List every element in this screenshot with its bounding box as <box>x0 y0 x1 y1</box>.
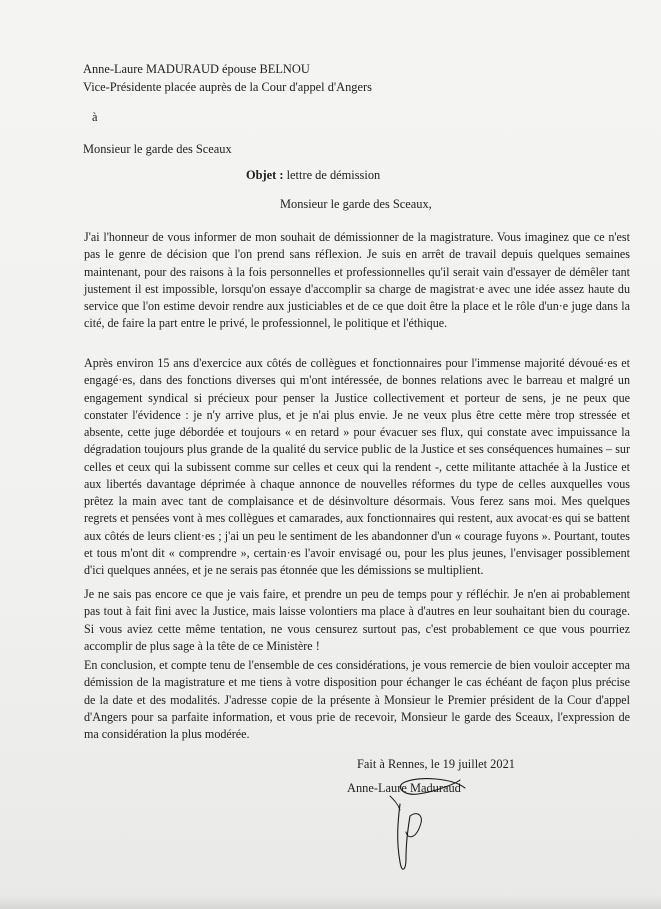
subject-text: lettre de démission <box>283 168 381 182</box>
sender-name: Anne-Laure MADURAUD épouse BELNOU <box>83 62 310 76</box>
paragraph-3: Je ne sais pas encore ce que je vais faire, et prendre un peu de temps pour y réfléchir. Je n'en ai probablement pas tout à fait fini avec la Justice, mais laisse volontiers ma place à d'autres en leur souhaitant bien du courage. Si vous aviez cette même tentation, ne vous censurez surtout pas, c'est probablement ce que vous pourriez accomplir de plus sage à la tête de ce Ministère ! <box>84 587 630 653</box>
paragraph-4: En conclusion, et compte tenu de l'ensemble de ces considérations, je vous remercie de bien vouloir accepter ma démission de la magistrature et me tiens à votre disposition pour échanger le cas échéant de façon plus précise de la date et des modalités. J'adresse copie de la présente à Monsieur le Premier président de la Cour d'appel d'Angers pour sa parfaite information, et vous prie de recevoir, Monsieur le garde des Sceaux, l'expression de ma considération la plus modérée. <box>84 658 630 741</box>
page-shadow <box>0 895 661 909</box>
salutation: Monsieur le garde des Sceaux, <box>280 197 432 211</box>
paragraph-1: J'ai l'honneur de vous informer de mon souhait de démissionner de la magistrature. Vous imaginez que ce n'est pas le genre de décision que l'on prend sans réflexion. Je suis en arrêt de travail depuis quelques semaines maintenant, pour des raisons à la fois personnelles et professionnelles qu'il serait vain d'essayer de démêler tant justement il est impossible, lorsqu'on essaye d'accomplir sa charge de magistrat·e avec une idée assez haute du service que l'on estime devoir rendre aux justiciables et de ce que doit être la place et le rôle d'un·e juge dans la cité, de faire la part entre le privé, le professionnel, le politique et l'éthique. <box>84 230 630 331</box>
subject-line <box>246 168 380 183</box>
recipient: Monsieur le garde des Sceaux <box>83 142 232 156</box>
subject-label: Objet : <box>246 168 284 182</box>
closing-place-date: Fait à Rennes, le 19 juillet 2021 <box>357 757 515 771</box>
handwritten-signature <box>360 770 500 880</box>
paragraph-2: Après environ 15 ans d'exercice aux côtés de collègues et fonctionnaires pour l'immense majorité dévoué·es et engagé·es, dans des fonctions diverses qui m'ont intéressée, de bonnes relations avec le barreau et malgré un engagement syndical si précieux pour penser la Justice collectivement et porteur de sens, je ne peux que constater l'évidence : je n'y arrive plus, et je n'ai plus envie. Je ne veux plus être cette mère trop stressée et absente, cette juge débordée et toujours « en retard » pour évacuer ses flux, qui constate avec impuissance la dégradation toujours plus grande de la qualité du service public de la Justice et ses conséquences humaines – sur celles et ceux qui la subissent comme sur celles et ceux qui la rendent -, cette militante attachée à la Justice et aux libertés davantage déprimée à chaque annonce de nouvelles réformes du type de celles auxquelles vous prêtez la main avec tant de complaisance et de désinvolture désormais. Vous ferez sans moi. Mes quelques regrets et pensées vont à mes collègues et camarades, aux fonctionnaires qui restent, aux avocat·es qui se battent aux côtés de leurs client·es ; j'ai un peu le sentiment de les abandonner d'un « courage fuyons ». Pourtant, toutes et tous m'ont dit « comprendre », certain·es l'avoir envisagé ou, pour les plus jeunes, l'envisager possiblement d'ici quelques années, et je ne serais pas étonnée que les démissions se multiplient. <box>84 356 630 577</box>
sender-title: Vice-Présidente placée auprès de la Cour d'appel d'Angers <box>83 80 372 94</box>
to-word: à <box>92 110 98 124</box>
closing-name: Anne-Laure Maduraud <box>347 781 461 795</box>
